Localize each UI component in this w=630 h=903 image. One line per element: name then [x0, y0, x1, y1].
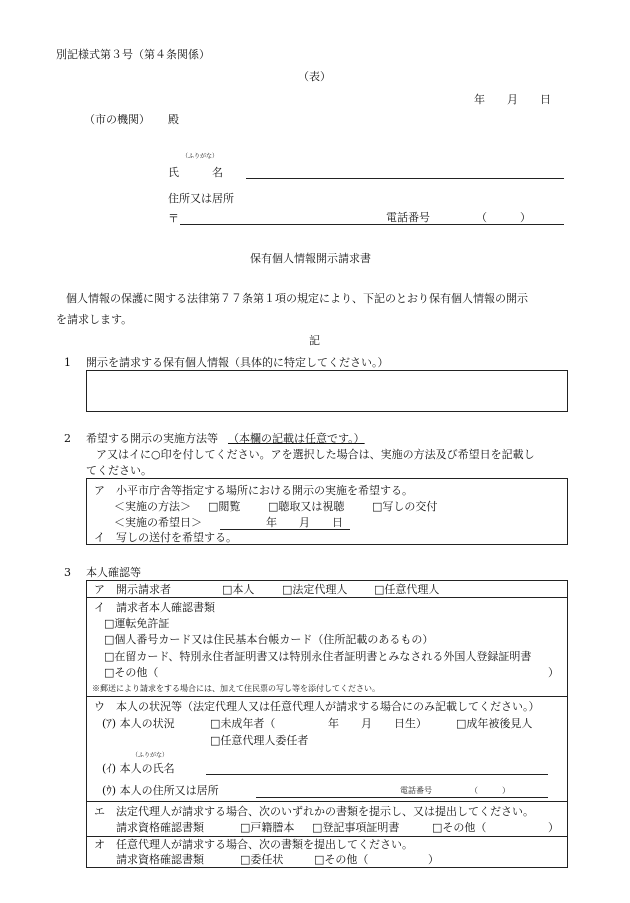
phone-label: 電話番号 [386, 211, 430, 224]
desired-date-label: ＜実施の希望日＞ [114, 516, 202, 529]
id-docs-label: イ 請求者本人確認書類 [94, 601, 215, 614]
form-side: （表） [298, 70, 331, 83]
minor-birthdate-field[interactable]: 年 月 日生） [328, 717, 427, 730]
address-label: 住所又は居所 [168, 192, 234, 205]
family-register-checkbox[interactable]: □戸籍謄本 [240, 821, 295, 834]
postal-mark: 〒 [168, 212, 179, 225]
voluntary-agent-instruction: オ 任意代理人が請求する場合、次の書類を提出してください。 [94, 838, 413, 851]
principal-address-line[interactable] [256, 797, 548, 798]
section3-number: 3 [64, 566, 71, 579]
method-copy-checkbox[interactable]: □写しの交付 [372, 500, 438, 513]
voluntary-agent-other-checkbox[interactable]: □その他（ [314, 853, 369, 866]
legal-agent-doc-label: 請求資格確認書類 [116, 821, 204, 834]
ki-mark: 記 [309, 334, 320, 347]
method-view-checkbox[interactable]: □閲覧 [208, 500, 241, 513]
address-input-line[interactable] [180, 224, 564, 225]
legal-agent-other-close: ） [548, 821, 559, 834]
row-divider [86, 696, 568, 697]
section3-label: 本人確認等 [86, 566, 141, 579]
doc-other-close: ） [548, 666, 559, 679]
section2-note: （本欄の記載は任意です。） [228, 432, 365, 445]
phone-paren[interactable]: （ ） [476, 211, 531, 224]
principal-delegator-checkbox[interactable]: □任意代理人委任者 [210, 734, 309, 747]
document-title: 保有個人情報開示請求書 [250, 252, 371, 265]
mail-note: ※郵送により請求をする場合には、加えて住民票の写し等を添付してください。 [92, 684, 380, 693]
voluntary-agent-doc-label: 請求資格確認書類 [116, 853, 204, 866]
form-number: 別記様式第３号（第４条関係） [56, 48, 210, 61]
adult-ward-checkbox[interactable]: □成年被後見人 [456, 717, 533, 730]
minor-checkbox[interactable]: □未成年者（ [210, 717, 276, 730]
principal-name-line[interactable] [206, 774, 548, 775]
registry-certificate-checkbox[interactable]: □登記事項証明書 [312, 821, 400, 834]
name-input-line[interactable] [246, 178, 564, 179]
doc-drivers-license-checkbox[interactable]: □運転免許証 [104, 617, 170, 630]
date-field[interactable]: 年 月 日 [474, 93, 551, 106]
doc-other-checkbox[interactable]: □その他（ [104, 666, 159, 679]
requester-self-checkbox[interactable]: □本人 [222, 583, 255, 596]
section1-label: 開示を請求する保有個人情報（具体的に特定してください。） [86, 356, 389, 369]
desired-date-field[interactable]: 年 月 日 [266, 516, 343, 529]
section1-number: 1 [64, 356, 71, 369]
desired-date-line [220, 529, 350, 530]
voluntary-agent-other-close: ） [428, 853, 439, 866]
requester-label: ア 開示請求者 [94, 583, 171, 596]
intro-line-2: を請求します。 [56, 313, 133, 326]
option-a-onsite[interactable]: ア 小平市庁舎等指定する場所における開示の実施を希望する。 [94, 484, 413, 497]
honorific: 殿 [168, 113, 179, 126]
row-divider [86, 597, 568, 598]
doc-residence-card-checkbox[interactable]: □在留カード、特別永住者証明書又は特別永住者証明書とみなされる外国人登録証明書 [104, 650, 532, 663]
row-divider [86, 801, 568, 802]
principal-phone-label: 電話番号 [400, 786, 432, 795]
principal-phone-paren[interactable]: （ ） [470, 786, 510, 795]
section2-label: 希望する開示の実施方法等 [86, 432, 218, 445]
principal-name-label: (ｲ) 本人の氏名 [102, 762, 175, 775]
method-label: ＜実施の方法＞ [114, 500, 191, 513]
principal-address-label: (ｳ) 本人の住所又は居所 [102, 784, 219, 797]
legal-agent-other-checkbox[interactable]: □その他（ [432, 821, 487, 834]
principal-status-label: ウ 本人の状況等（法定代理人又は任意代理人が請求する場合にのみ記載してください。） [94, 700, 540, 713]
requester-legal-agent-checkbox[interactable]: □法定代理人 [282, 583, 348, 596]
principal-condition-label: (ｱ) 本人の状況 [102, 717, 175, 730]
name-label: 氏 名 [168, 166, 223, 179]
section2-desc-2: てください。 [86, 464, 152, 477]
section2-number: 2 [64, 432, 71, 445]
principal-furigana-label: （ふりがな） [132, 752, 169, 759]
legal-agent-instruction: エ 法定代理人が請求する場合、次のいずれかの書類を提示し、又は提出してください。 [94, 805, 534, 818]
option-i-mail[interactable]: イ 写しの送付を希望する。 [94, 531, 237, 544]
intro-line-1: 個人情報の保護に関する法律第７７条第１項の規定により、下記のとおり保有個人情報の開示 [66, 292, 528, 305]
section1-input-box[interactable] [86, 370, 568, 412]
section2-desc-1: ア又はイに○印を付してください。アを選択した場合は、実施の方法及び希望日を記載し [96, 448, 535, 461]
method-listen-checkbox[interactable]: □聴取又は視聴 [268, 500, 345, 513]
requester-voluntary-agent-checkbox[interactable]: □任意代理人 [374, 583, 440, 596]
row-divider [86, 836, 568, 837]
furigana-label: （ふりがな） [182, 153, 219, 160]
doc-mynumber-card-checkbox[interactable]: □個人番号カード又は住民基本台帳カード（住所記載のあるもの） [104, 633, 434, 646]
power-of-attorney-checkbox[interactable]: □委任状 [240, 853, 284, 866]
addressee-label: （市の機関） [84, 113, 150, 126]
